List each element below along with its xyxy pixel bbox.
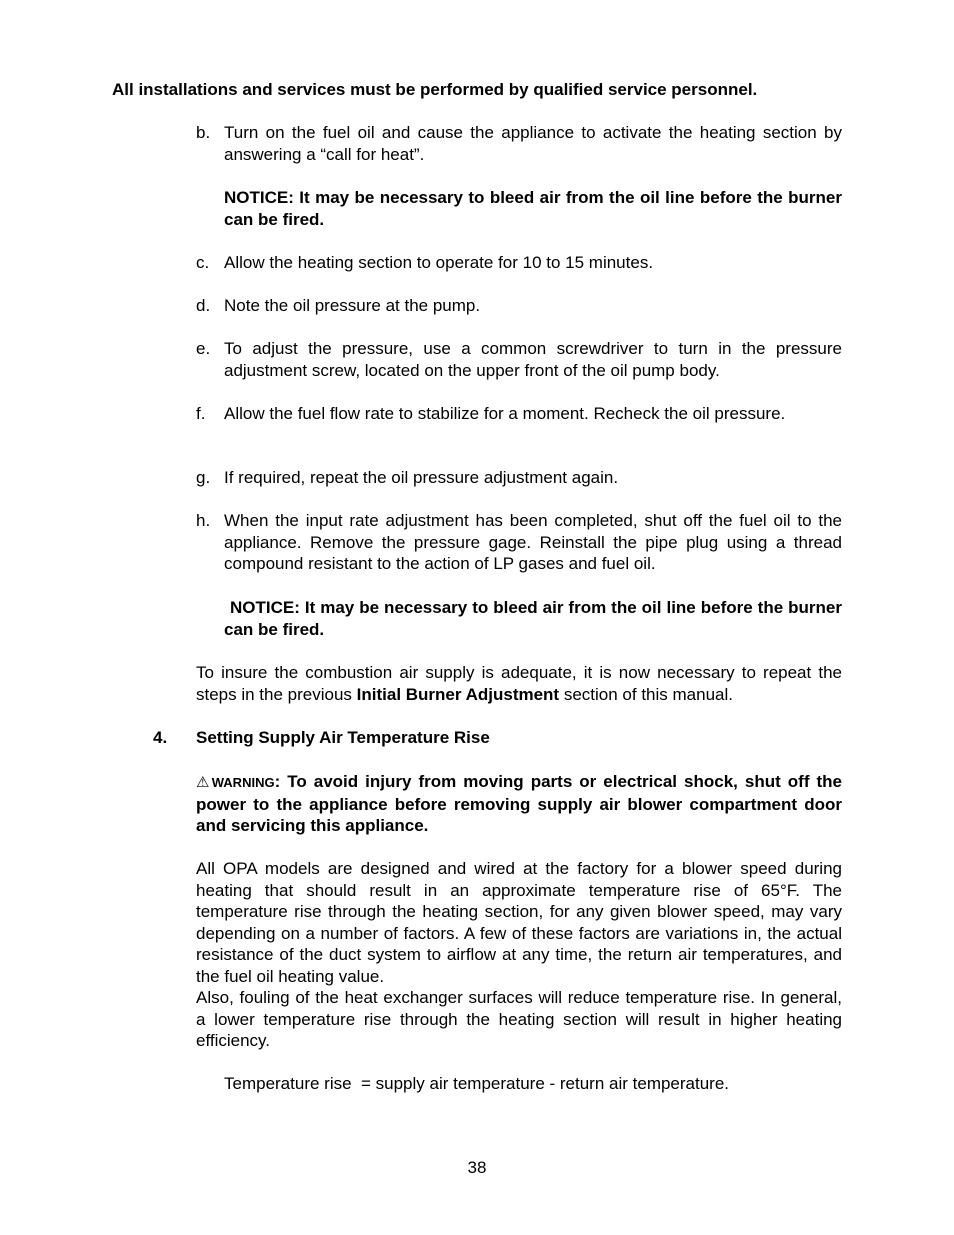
step-text: Turn on the fuel oil and cause the appliance to activate the heating section by answering a “call for heat”. xyxy=(224,123,842,164)
step-text: Allow the heating section to operate for 10 to 15 minutes. xyxy=(224,253,654,272)
temperature-rise-paragraph: All OPA models are designed and wired at the factory for a blower speed during heating that should result in an approximate temperature rise of 65°F. The temperature rise through the heating section, for any given blower speed, may vary depending on a number of factors. A few of these factors are variations in, the actual resistance of the duct system to airflow at any time, the return air temperatures, and the fuel oil heating value. xyxy=(196,859,842,986)
section-number: 4. xyxy=(153,728,168,747)
initial-burner-adjustment-ref: Initial Burner Adjustment xyxy=(356,684,560,704)
step-text: To adjust the pressure, use a common screwdriver to turn in the pressure adjustment screw, located on the upper front of the oil pump body. xyxy=(224,339,842,380)
step-letter: f. xyxy=(196,404,206,423)
safety-header: All installations and services must be performed by qualified service personnel. xyxy=(112,80,758,99)
step-b xyxy=(196,122,842,165)
section-4-heading xyxy=(153,727,843,749)
temperature-rise-formula: Temperature rise = supply air temperature - return air temperature. xyxy=(224,1074,730,1093)
step-text: When the input rate adjustment has been completed, shut off the fuel oil to the appliance. Remove the pressure gage. Reinstall the pipe plug using a thread compound resistant to the action of LP gases and fuel oil. xyxy=(224,511,842,574)
step-letter: g. xyxy=(196,468,211,487)
warning-text: : To avoid injury from moving parts or electrical shock, shut off the power to the appliance before removing supply air blower compartment door and servicing this appliance. xyxy=(196,772,842,836)
combustion-text-after: section of this manual. xyxy=(559,684,733,704)
step-text: Allow the fuel flow rate to stabilize for a moment. Recheck the oil pressure. xyxy=(224,404,786,423)
notice-bleed-air-1: NOTICE: It may be necessary to bleed air from the oil line before the burner can be fired. xyxy=(224,188,842,229)
step-letter: c. xyxy=(196,253,210,272)
step-c xyxy=(196,252,842,274)
step-letter: b. xyxy=(196,123,211,142)
step-d xyxy=(196,295,842,317)
warning-label: WARNING xyxy=(211,775,275,790)
step-letter: h. xyxy=(196,511,211,530)
step-letter: d. xyxy=(196,296,211,315)
step-g xyxy=(196,467,842,489)
fouling-paragraph: Also, fouling of the heat exchanger surfaces will reduce temperature rise. In general, a lower temperature rise through the heating section will result in higher heating efficiency. xyxy=(196,988,842,1051)
step-f xyxy=(196,403,842,425)
step-e xyxy=(196,338,842,381)
combustion-paragraph xyxy=(196,662,842,705)
step-letter: e. xyxy=(196,339,211,358)
notice-bleed-air-2: NOTICE: It may be necessary to bleed air from the oil line before the burner can be fired. xyxy=(224,598,842,639)
step-text: Note the oil pressure at the pump. xyxy=(224,296,481,315)
combustion-text-before: To insure the combustion air supply is adequate, it is now necessary to repeat the steps in the previous xyxy=(196,663,842,704)
step-h xyxy=(196,510,842,575)
section-title: Setting Supply Air Temperature Rise xyxy=(196,728,490,747)
step-text: If required, repeat the oil pressure adjustment again. xyxy=(224,468,619,487)
warning-block xyxy=(196,771,842,837)
warning-icon: ⚠ xyxy=(196,774,212,791)
page-number: 38 xyxy=(467,1158,487,1177)
